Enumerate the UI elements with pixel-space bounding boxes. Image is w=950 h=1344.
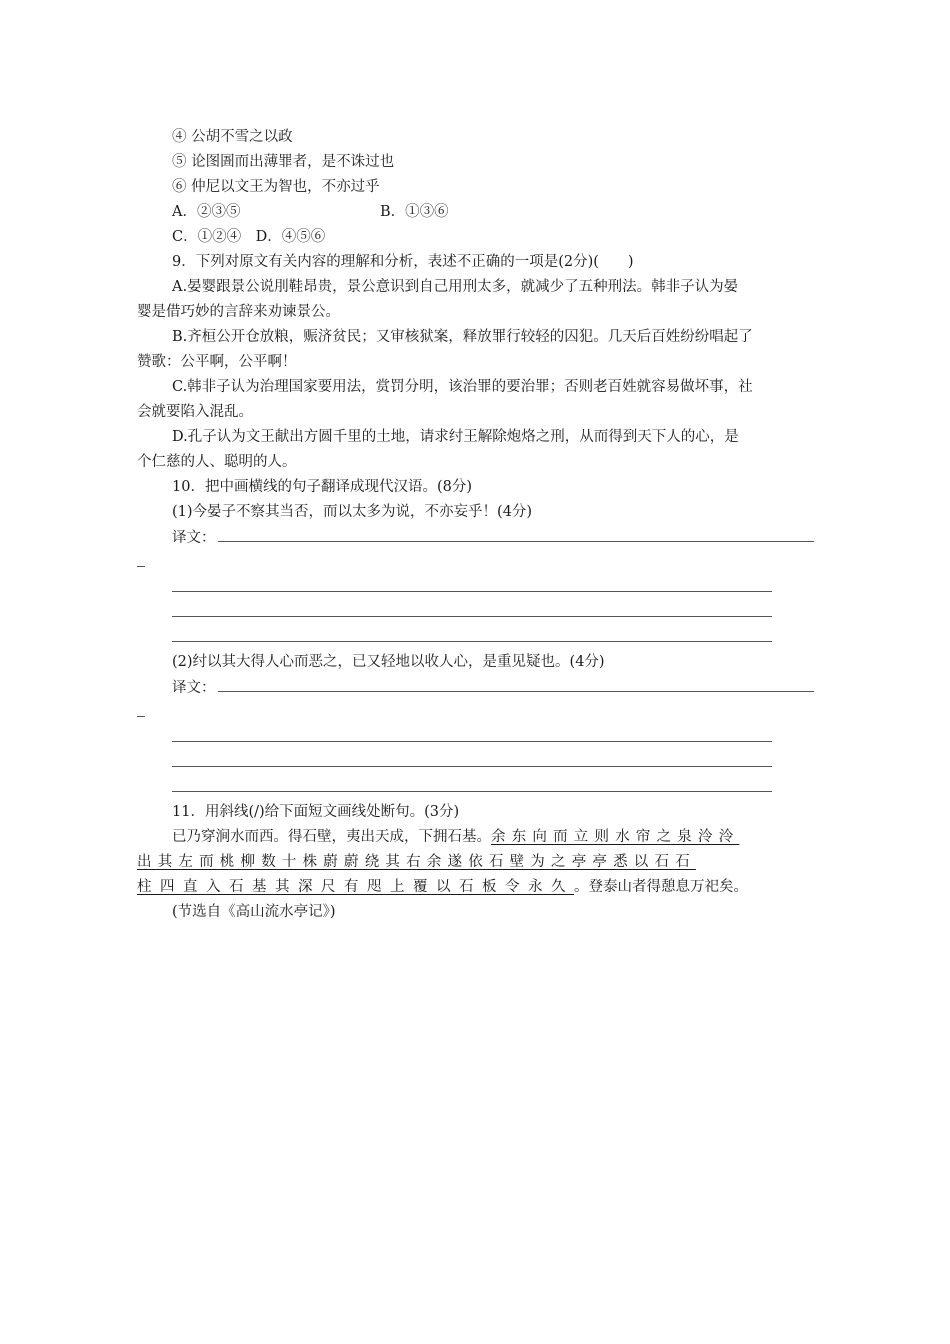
q9-stem: 9．下列对原文有关内容的理解和分析，表述不正确的一项是(2分)( ) [172, 254, 634, 270]
q9-option-b-line2: 赞歌：公平啊，公平啊！ [137, 354, 297, 370]
q11-passage-line1 [172, 827, 739, 847]
dash-mark [137, 716, 145, 717]
q9-option-a-line2: 婴是借巧妙的言辞来劝谏景公。 [137, 304, 340, 320]
q9-option-c-line2: 会就要陷入混乱。 [137, 404, 253, 420]
q8-item-4: ④ 公胡不雪之以政 [172, 129, 293, 145]
q9-option-d-line1: D.孔子认为文王献出方圆千里的土地，请求纣王解除炮烙之刑，从而得到天下人的心，是 [172, 429, 739, 445]
q8-item-5: ⑤ 论图圄而出薄罪者，是不诛过也 [172, 154, 395, 170]
translation-label: 译文： [172, 530, 216, 546]
passage-text: 已乃穿涧水而西。得石壁，夷出天成，下拥石基。 [172, 829, 491, 845]
q11-source: (节选自《高山流水亭记》) [172, 904, 336, 920]
underlined-passage: 出其左而桃柳数十株蔚蔚绕其右余遂依石壁为之亭亭悉以石石 [137, 854, 696, 870]
q9-option-c-line1: C.韩非子认为治理国家要用法，赏罚分明，该治罪的要治罪；否则老百姓就容易做坏事，社 [172, 379, 753, 395]
q10-stem: 10．把中画横线的句子翻译成现代汉语。(8分) [172, 479, 472, 495]
q11-passage-line3 [137, 877, 748, 897]
passage-text: 。登泰山者得憩息万祀矣。 [574, 879, 748, 895]
underlined-passage: 余东向而立则水帘之泉泠泠 [491, 829, 740, 845]
q10-sentence-1: (1)今晏子不察其当否，而以太多为说，不亦妄乎！(4分) [172, 504, 533, 520]
dash-mark [137, 566, 145, 567]
q9-option-b-line1: B.齐桓公开仓放粮，赈济贫民；又审核狱案，释放罪行较轻的囚犯。几天后百姓纷纷唱起了 [172, 329, 753, 345]
q10-translation-label-1 [172, 527, 814, 548]
translation-label: 译文： [172, 680, 216, 696]
answer-line[interactable] [172, 641, 772, 642]
q9-option-d-line2: 个仁慈的人、聪明的人。 [137, 454, 297, 470]
answer-line[interactable] [172, 591, 772, 592]
answer-line[interactable] [172, 791, 772, 792]
q9-option-a-line1: A.晏婴跟景公说刖鞋昂贵，景公意识到自己用刑太多，就减少了五种刑法。韩非子认为晏 [172, 279, 739, 295]
answer-line[interactable] [218, 677, 814, 692]
q11-stem: 11．用斜线(/)给下面短文画线处断句。(3分) [172, 804, 460, 820]
q8-option-b: B．①③⑥ [380, 204, 449, 220]
q11-passage-line2 [137, 852, 696, 872]
q8-item-6: ⑥ 仲尼以文王为智也，不亦过乎 [172, 179, 380, 195]
answer-line[interactable] [172, 616, 772, 617]
underlined-passage: 柱四直入石基其深尺有咫上覆以石板令永久 [137, 879, 574, 895]
q10-translation-label-2 [172, 677, 814, 698]
q8-option-a: A．②③⑤ [172, 204, 241, 220]
answer-line[interactable] [172, 766, 772, 767]
answer-line[interactable] [172, 741, 772, 742]
answer-line[interactable] [218, 527, 814, 542]
q8-option-c-d: C．①②④ D．④⑤⑥ [172, 229, 326, 245]
q10-sentence-2: (2)纣以其大得人心而恶之，已又轻地以收人心，是重见疑也。(4分) [172, 654, 605, 670]
